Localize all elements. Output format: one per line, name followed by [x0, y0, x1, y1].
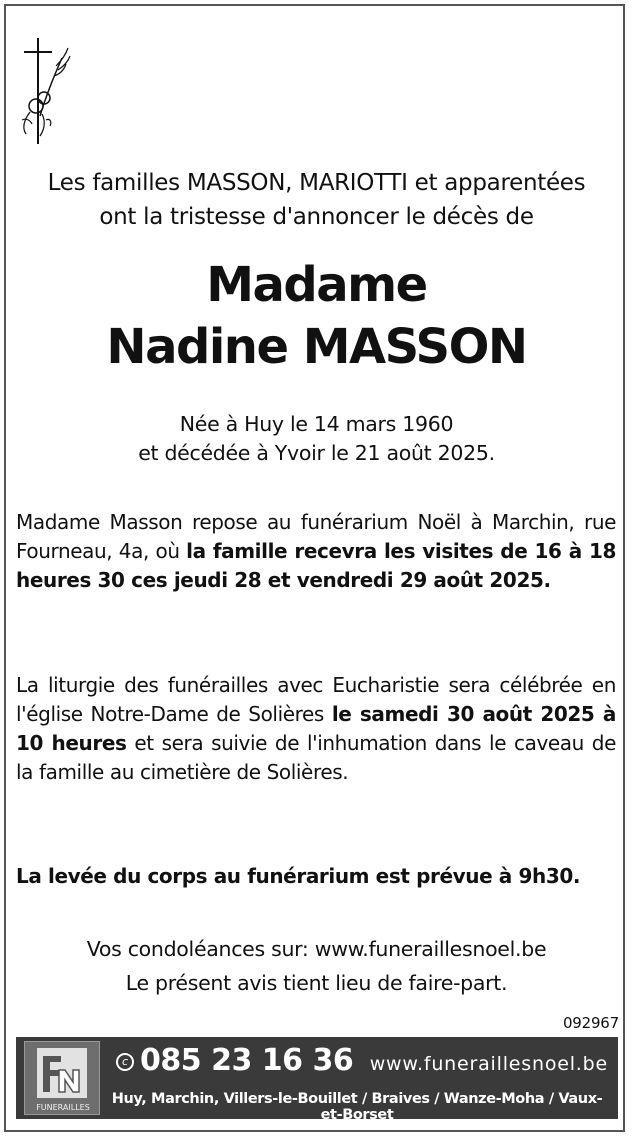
copyright-phone-icon: c [116, 1053, 134, 1071]
reference-number: 092967 [562, 1014, 619, 1032]
locations-list: Huy, Marchin, Villers-le-Bouillet / Braives / Wanze-Moha / Vaux-et-Borset [111, 1091, 603, 1123]
liturgy-text-end: et sera suivie de l'inhumation dans le caveau de la famille au cimetière de Solières. [16, 731, 616, 784]
footer-lines [0, 932, 633, 1000]
liturgy-text-start: La liturgie des funérailles avec Eucharistie sera célébrée en l'église Notre-Dame de Solières [16, 673, 616, 726]
visitation-hours: la famille recevra les visites de 16 à 18 heures 30 ces jeudi 28 et vendredi 29 août 2025. [16, 539, 616, 592]
logo-caption: FUNERAILLES [36, 1103, 90, 1112]
liturgy-date: le samedi 30 août 2025 à 10 heures [16, 702, 616, 755]
intro-line-1: Les familles MASSON, MARIOTTI et apparentées [47, 170, 586, 196]
funeral-home-logo [24, 1041, 100, 1115]
deceased-name-block [0, 254, 633, 378]
funeral-home-logo-icon [37, 1048, 87, 1098]
cross-with-flowers-icon [16, 36, 72, 148]
death-date: et décédée à Yvoir le 21 août 2025. [138, 441, 495, 465]
birth-death-dates [0, 410, 633, 468]
deceased-title: Madame [206, 257, 427, 313]
visitation-text: Madame Masson repose au funérarium Noël à Marchin, rue Fourneau, 4a, où [16, 510, 616, 563]
departure-paragraph: La levée du corps au funérarium est prévue à 9h30. [16, 864, 581, 888]
phone-number[interactable]: 085 23 16 36 [140, 1043, 354, 1078]
birth-date: Née à Huy le 14 mars 1960 [179, 412, 454, 436]
condolences-line[interactable]: Vos condoléances sur: www.funeraillesnoel.be [86, 937, 547, 961]
visitation-paragraph [16, 508, 616, 595]
phone-block [116, 1041, 356, 1083]
intro-line-2: ont la tristesse d'annoncer le décès de [99, 204, 534, 230]
liturgy-paragraph [16, 671, 616, 787]
website-link[interactable]: www.funeraillesnoel.be [369, 1053, 608, 1075]
faire-part-notice: Le présent avis tient lieu de faire-part. [125, 971, 508, 995]
funeral-home-banner [16, 1037, 618, 1123]
intro-text [0, 166, 633, 234]
deceased-name: Nadine MASSON [106, 319, 527, 375]
